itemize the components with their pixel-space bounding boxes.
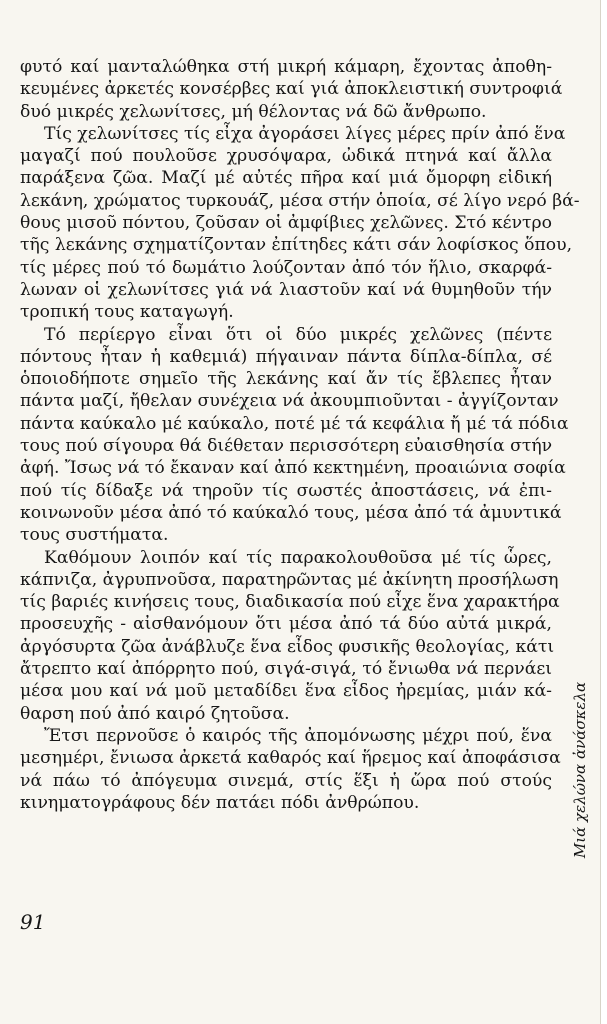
text-line: λεκάνη, χρώματος τυρκουάζ, μέσα στήν ὁποία, σέ λίγο νερό βά- xyxy=(20,190,580,211)
text-line: τους πού σίγουρα θά διέθεταν περισσότερη εὐαισθησία στήν xyxy=(20,436,553,457)
text-line: δυό μικρές χελωνίτσες, μή θέλοντας νά δῶ ἄνθρωπο. xyxy=(20,101,487,122)
text-line: θους μισοῦ πόντου, ζοῦσαν οἱ ἀμφίβιες χελῶνες. Στό κέντρο xyxy=(20,213,552,234)
text-line: τους συστήματα. xyxy=(20,525,169,546)
paragraph xyxy=(20,547,560,725)
text-line: θαρση πού ἀπό καιρό ζητοῦσα. xyxy=(20,703,290,724)
text-line: προσευχῆς - αἰσθανόμουν ὅτι μέσα ἀπό τά δύο αὐτά μικρά, xyxy=(20,614,552,635)
paragraph xyxy=(20,123,580,324)
page-number: 91 xyxy=(20,910,46,934)
body-text xyxy=(20,56,580,814)
text-line: κευμένες ἀρκετές κονσέρβες καί γιά ἀποκλειστική συντροφιά xyxy=(20,79,563,100)
text-line: κινηματογράφους δέν πατάει πόδι ἀνθρώπου. xyxy=(20,792,420,813)
text-line: μέσα μου καί νά μοῦ μεταδίδει ἕνα εἶδος ἠρεμίας, μιάν κά- xyxy=(20,681,552,702)
text-line: πάντα μαζί, ἤθελαν συνέχεια νά ἀκουμπιοῦνται - ἀγγίζονταν xyxy=(20,391,559,412)
text-line: παράξενα ζῶα. Μαζί μέ αὐτές πῆρα καί μιά ὄμορφη εἰδική xyxy=(20,168,552,189)
text-line: μεσημέρι, ἔνιωσα ἀρκετά καθαρός καί ἥρεμος καί ἀποφάσισα xyxy=(20,748,561,769)
text-line: ἄτρεπτο καί ἀπόρρητο πού, σιγά-σιγά, τό ἔνιωθα νά περνάει xyxy=(20,659,552,680)
text-line: Ἔτσι περνοῦσε ὁ καιρός τῆς ἀπομόνωσης μέχρι πού, ἕνα xyxy=(44,725,552,746)
text-line: κάπνιζα, ἀγρυπνοῦσα, παρατηρῶντας μέ ἀκίνητη προσήλωση xyxy=(20,569,559,590)
text-line: νά πάω τό ἀπόγευμα σινεμά, στίς ἕξι ἡ ὥρα πού στούς xyxy=(20,770,552,791)
text-line: μαγαζί πού πουλοῦσε χρυσόψαρα, ὠδικά πτηνά καί ἄλλα xyxy=(20,146,552,167)
paragraph xyxy=(20,725,561,814)
text-line: πού τίς δίδαξε νά τηροῦν τίς σωστές ἀποστάσεις, νά ἐπι- xyxy=(20,480,552,501)
running-head: Μιά χελώνα ἀνάσκελα xyxy=(571,681,589,859)
text-line: ἀργόσυρτα ζῶα ἀνάβλυζε ἕνα εἶδος φυσικῆς θεολογίας, κάτι xyxy=(20,636,555,657)
text-line: τίς μέρες πού τό δωμάτιο λούζονταν ἀπό τόν ἥλιο, σκαρφά- xyxy=(20,257,552,278)
text-line: τίς βαριές κινήσεις τους, διαδικασία πού εἶχε ἕνα χαρακτήρα xyxy=(20,592,560,613)
text-line: κοινωνοῦν μέσα ἀπό τό καύκαλό τους, μέσα ἀπό τά ἀμυντικά xyxy=(20,502,562,523)
text-line: φυτό καί μανταλώθηκα στή μικρή κάμαρη, ἔχοντας ἀποθη- xyxy=(20,57,552,77)
text-line: λωναν οἱ χελωνίτσες γιά νά λιαστοῦν καί νά θυμηθοῦν τήν xyxy=(20,279,552,300)
text-line: τροπική τους καταγωγή. xyxy=(20,302,234,323)
paragraph xyxy=(20,324,569,547)
text-line: Καθόμουν λοιπόν καί τίς παρακολουθοῦσα μέ τίς ὧρες, xyxy=(44,547,552,568)
text-line: ἀφή. Ἴσως νά τό ἔκαναν καί ἀπό κεκτημένη, προαιώνια σοφία xyxy=(20,458,566,479)
text-line: ὁποιοδήποτε σημεῖο τῆς λεκάνης καί ἄν τίς ἔβλεπες ἦταν xyxy=(20,369,552,390)
text-line: πάντα καύκαλο μέ καύκαλο, ποτέ μέ τά κεφάλια ἤ μέ τά πόδια xyxy=(20,413,569,434)
text-line: τῆς λεκάνης σχηματίζονταν ἐπίτηδες κάτι σάν λοφίσκος ὅπου, xyxy=(20,235,573,256)
paragraph xyxy=(20,56,563,123)
text-line: Τό περίεργο εἶναι ὅτι οἱ δύο μικρές χελῶνες (πέντε xyxy=(44,324,552,345)
text-line: πόντους ἦταν ἡ καθεμιά) πήγαιναν πάντα δίπλα-δίπλα, σέ xyxy=(20,346,552,367)
text-line: Τίς χελωνίτσες τίς εἶχα ἀγοράσει λίγες μέρες πρίν ἀπό ἕνα xyxy=(44,123,566,144)
